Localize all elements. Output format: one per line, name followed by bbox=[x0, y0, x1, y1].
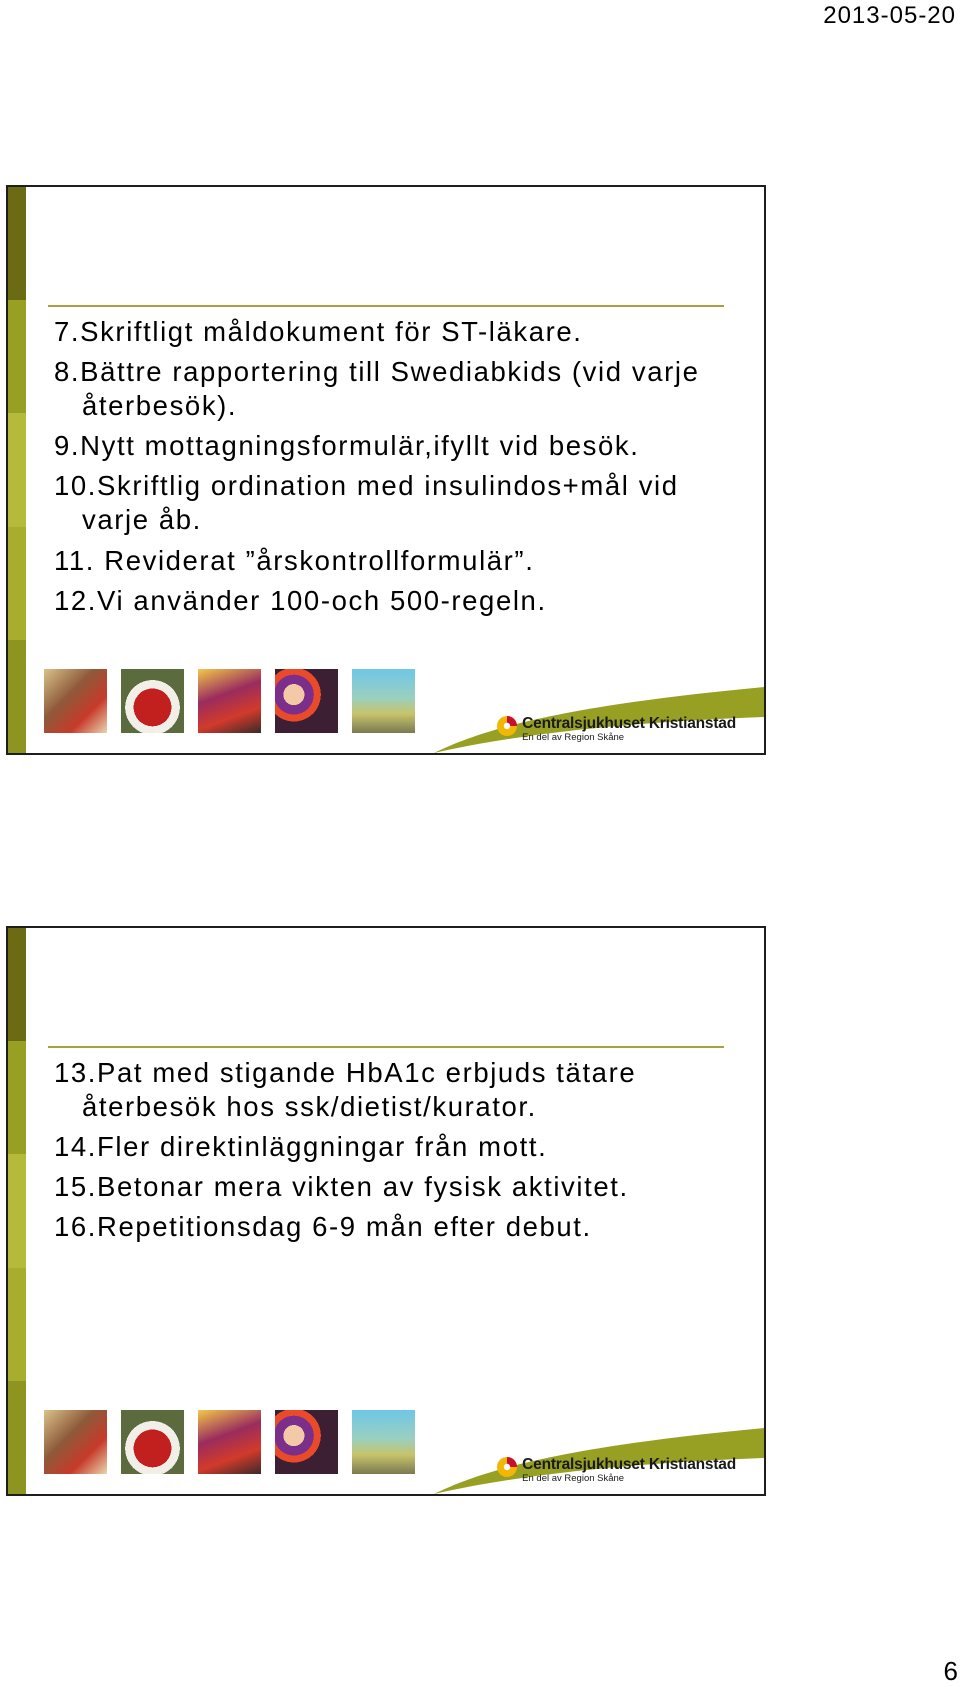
list-item bbox=[54, 315, 724, 349]
photo-thumbnail bbox=[198, 1410, 261, 1474]
item-text: Skriftligt måldokument för ST-läkare. bbox=[80, 316, 583, 347]
photo-strip bbox=[44, 1410, 415, 1474]
photo-thumbnail bbox=[121, 669, 184, 733]
item-text: Fler direktinläggningar från mott. bbox=[97, 1131, 548, 1163]
logo-subtitle: En del av Region Skåne bbox=[522, 1473, 625, 1484]
logo-name: Centralsjukhuset Kristianstad bbox=[522, 1456, 736, 1473]
list-item bbox=[54, 469, 724, 537]
photo-thumbnail bbox=[44, 669, 107, 733]
hospital-logo-icon bbox=[496, 715, 518, 737]
list-item bbox=[54, 544, 724, 578]
page-number: 6 bbox=[943, 1656, 958, 1686]
list-item bbox=[54, 429, 724, 463]
item-text: Skriftlig ordination med insulindos+mål vid varje åb. bbox=[82, 470, 679, 536]
photo-thumbnail bbox=[275, 669, 338, 733]
photo-thumbnail bbox=[352, 669, 415, 733]
title-rule bbox=[48, 305, 724, 307]
slide-1 bbox=[6, 185, 766, 755]
logo-subtitle: En del av Region Skåne bbox=[522, 732, 625, 743]
list-item bbox=[54, 355, 724, 423]
item-text: Bättre rapportering till Swediabkids (vid varje återbesök). bbox=[80, 356, 700, 422]
slide-2 bbox=[6, 926, 766, 1496]
item-number: 14. bbox=[54, 1131, 98, 1163]
list-item bbox=[54, 584, 724, 618]
item-number: 7. bbox=[54, 316, 81, 347]
photo-thumbnail bbox=[352, 1410, 415, 1474]
slide-1-list bbox=[54, 315, 724, 624]
photo-thumbnail bbox=[198, 669, 261, 733]
photo-thumbnail bbox=[44, 1410, 107, 1474]
item-number: 8. bbox=[54, 356, 81, 388]
item-text: Betonar mera vikten av fysisk aktivitet. bbox=[97, 1171, 629, 1203]
slide-side-strip bbox=[8, 187, 26, 753]
item-number: 16. bbox=[54, 1211, 98, 1243]
photo-thumbnail bbox=[275, 1410, 338, 1474]
item-text: Nytt mottagningsformulär,ifyllt vid besök. bbox=[80, 430, 640, 462]
item-text: Vi använder 100-och 500-regeln. bbox=[97, 584, 547, 616]
item-number: 12. bbox=[54, 584, 98, 616]
list-item bbox=[54, 1210, 724, 1244]
slide-2-list bbox=[54, 1056, 724, 1250]
item-number: 9. bbox=[54, 430, 81, 462]
page-date: 2013-05-20 bbox=[823, 2, 956, 29]
logo-name: Centralsjukhuset Kristianstad bbox=[522, 715, 736, 732]
item-number: 11. bbox=[54, 544, 105, 576]
item-text: Pat med stigande HbA1c erbjuds tätare återbesök hos ssk/dietist/kurator. bbox=[82, 1057, 637, 1123]
item-number: 10. bbox=[54, 470, 98, 502]
title-rule bbox=[48, 1046, 724, 1048]
hospital-logo-icon bbox=[496, 1456, 518, 1478]
hospital-logo bbox=[496, 715, 736, 743]
item-number: 15. bbox=[54, 1171, 98, 1203]
item-text: Reviderat ”årskontrollformulär”. bbox=[104, 544, 535, 576]
photo-strip bbox=[44, 669, 415, 733]
hospital-logo bbox=[496, 1456, 736, 1484]
item-text: Repetitionsdag 6-9 mån efter debut. bbox=[97, 1211, 592, 1243]
list-item bbox=[54, 1056, 724, 1124]
photo-thumbnail bbox=[121, 1410, 184, 1474]
slide-side-strip bbox=[8, 928, 26, 1494]
list-item bbox=[54, 1130, 724, 1164]
item-number: 13. bbox=[54, 1057, 98, 1088]
list-item bbox=[54, 1170, 724, 1204]
